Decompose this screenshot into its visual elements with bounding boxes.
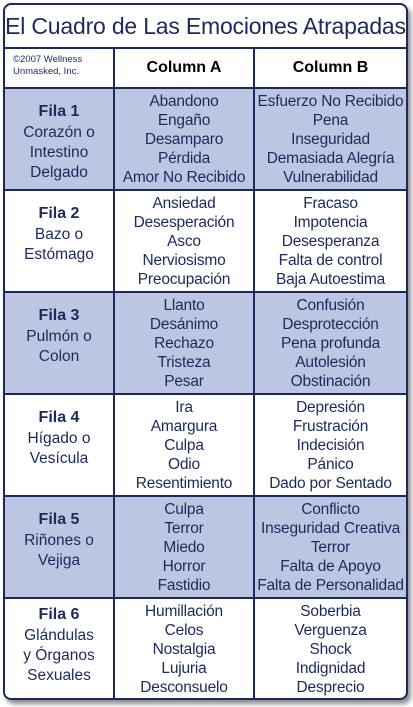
row-label-cell <box>5 89 113 189</box>
emotion-item: Humillación <box>145 603 223 620</box>
column-a-cell <box>115 191 253 291</box>
emotion-item: Culpa <box>164 501 204 518</box>
emotion-item: Depresión <box>296 399 365 416</box>
emotion-item: Lujuria <box>161 660 207 677</box>
chart-title: El Cuadro de Las Emociones Atrapadas <box>5 5 406 47</box>
table-row-fila-6 <box>5 599 406 699</box>
emotion-item: Soberbia <box>300 603 361 620</box>
emotion-item: Rechazo <box>154 335 214 352</box>
row-name: Fila 5 <box>38 511 80 528</box>
emotion-item: Conflicto <box>301 501 360 518</box>
row-label-cell <box>5 497 113 597</box>
column-b-cell <box>255 395 406 495</box>
emotion-item: Frustración <box>292 418 369 435</box>
emotion-chart <box>3 3 408 700</box>
row-name: Fila 3 <box>38 307 80 324</box>
emotion-item: Celos <box>164 622 204 639</box>
emotion-item: Culpa <box>164 437 204 454</box>
table-row-fila-3 <box>5 293 406 393</box>
emotion-item: Desesperación <box>133 214 235 231</box>
emotion-item: Pérdida <box>157 150 211 167</box>
column-a-cell <box>115 293 253 393</box>
emotion-item: Vulnerabilidad <box>283 169 378 186</box>
emotion-item: Pena profunda <box>280 335 381 352</box>
table-row-fila-5 <box>5 497 406 597</box>
column-b-cell <box>255 293 406 393</box>
emotion-item: Horror <box>162 558 206 575</box>
emotion-item: Desprotección <box>282 316 379 333</box>
emotion-item: Amor No Recibido <box>122 169 246 186</box>
row-organs: Glándulas y Órganos Sexuales <box>23 627 95 684</box>
emotion-item: Tristeza <box>157 354 211 371</box>
row-organs: Corazón o Intestino Delgado <box>23 124 95 181</box>
emotion-item: Baja Autoestima <box>275 271 385 288</box>
emotion-item: Amargura <box>150 418 218 435</box>
column-b-cell <box>255 89 406 189</box>
emotion-item: Pesar <box>164 373 204 390</box>
emotion-item: Shock <box>309 641 352 658</box>
row-organs: Hígado o Vesícula <box>27 430 91 467</box>
emotion-item: Obstinación <box>290 373 371 390</box>
emotion-item: Odio <box>168 456 200 473</box>
emotion-item: Resentimiento <box>135 475 233 492</box>
emotion-item: Nostalgia <box>152 641 216 658</box>
column-a-cell <box>115 497 253 597</box>
emotion-item: Nerviosismo <box>142 252 226 269</box>
copyright-notice: ©2007 Wellness Unmasked, Inc. <box>5 49 113 87</box>
emotion-item: Desánimo <box>149 316 219 333</box>
emotion-item: Engaño <box>157 112 211 129</box>
column-a-cell <box>115 89 253 189</box>
emotion-item: Inseguridad <box>291 131 370 148</box>
column-a-header: Column A <box>115 49 253 87</box>
emotion-item: Desesperanza <box>281 233 380 250</box>
table-row-fila-4 <box>5 395 406 495</box>
emotion-item: Indignidad <box>295 660 366 677</box>
emotion-item: Esfuerzo No Recibido <box>257 93 404 110</box>
emotion-item: Desamparo <box>144 131 224 148</box>
row-label-cell <box>5 191 113 291</box>
emotion-item: Pánico <box>307 456 354 473</box>
emotion-item: Fracaso <box>303 195 358 212</box>
row-label-cell <box>5 599 113 699</box>
column-a-cell <box>115 599 253 699</box>
emotion-item: Abandono <box>149 93 219 110</box>
column-b-cell <box>255 497 406 597</box>
emotion-item: Demasiada Alegría <box>266 150 395 167</box>
row-organs: Bazo o Estómago <box>24 226 94 263</box>
emotion-item: Dado por Sentado <box>269 475 392 492</box>
emotion-item: Fastidio <box>157 577 211 594</box>
emotion-item: Ira <box>175 399 193 416</box>
row-name: Fila 1 <box>38 103 80 120</box>
column-b-cell <box>255 599 406 699</box>
emotion-item: Falta de Personalidad <box>257 577 404 594</box>
emotion-item: Inseguridad Creativa <box>260 520 401 537</box>
column-b-cell <box>255 191 406 291</box>
table-row-fila-2 <box>5 191 406 291</box>
table-header <box>5 49 406 87</box>
emotion-item: Asco <box>167 233 201 250</box>
row-name: Fila 2 <box>38 205 80 222</box>
emotion-item: Verguenza <box>294 622 367 639</box>
emotion-item: Falta de Apoyo <box>280 558 381 575</box>
emotion-item: Ansiedad <box>152 195 216 212</box>
emotion-item: Terror <box>164 520 204 537</box>
emotion-item: Pena <box>312 112 349 129</box>
emotion-item: Preocupación <box>137 271 231 288</box>
emotion-item: Indecisión <box>296 437 365 454</box>
row-organs: Riñones o Vejiga <box>24 532 94 569</box>
emotion-item: Llanto <box>163 297 205 314</box>
emotion-item: Desprecio <box>296 679 365 696</box>
row-label-cell <box>5 293 113 393</box>
table-row-fila-1 <box>5 89 406 189</box>
row-organs: Pulmón o Colon <box>26 328 92 365</box>
emotion-item: Falta de control <box>278 252 383 269</box>
column-a-cell <box>115 395 253 495</box>
row-name: Fila 4 <box>38 409 80 426</box>
emotion-item: Terror <box>310 539 351 556</box>
emotion-item: Impotencia <box>293 214 368 231</box>
emotion-item: Desconsuelo <box>140 679 228 696</box>
emotion-item: Autolesión <box>295 354 366 371</box>
row-name: Fila 6 <box>38 606 80 623</box>
column-b-header: Column B <box>255 49 406 87</box>
emotion-item: Miedo <box>163 539 205 556</box>
emotion-item: Confusión <box>296 297 365 314</box>
row-label-cell <box>5 395 113 495</box>
